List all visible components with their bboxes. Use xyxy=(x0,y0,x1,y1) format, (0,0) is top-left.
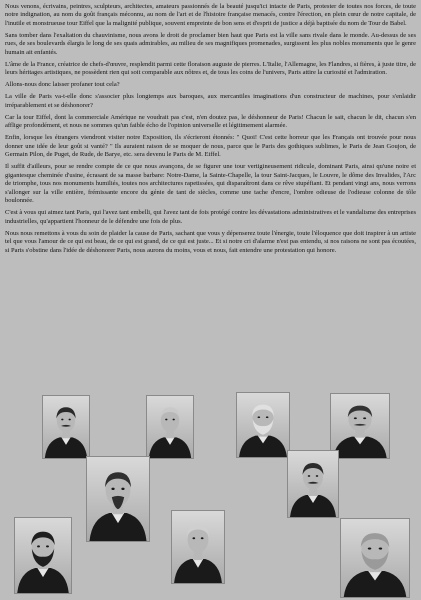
portrait-shape xyxy=(266,416,269,418)
portrait-shape xyxy=(192,537,195,539)
portrait-3 xyxy=(236,392,290,458)
paragraph: Nous venons, écrivains, peintres, sculpteurs, architectes, amateurs passionnés de la beauté jusqu'ici intacte de Paris, protester de toutes nos forces, de toute notre indignation, au nom du goût français méconnu, au nom de l'art et de l'histoire française menacés, contre l'érection, en plein cœur de notre capitale, de l'inutile et monstrueuse tour Eiffel que la malignité publique, souvent empreinte de bon sens et d'esprit de justice a déjà baptisée du nom de Tour de Babel. xyxy=(5,3,416,27)
portrait-8 xyxy=(171,510,225,584)
portrait-shape xyxy=(111,488,114,490)
portrait-drawing xyxy=(341,519,409,597)
portrait-shape xyxy=(61,419,63,421)
portrait-shape xyxy=(165,419,167,421)
portrait-shape xyxy=(316,475,319,477)
portrait-drawing xyxy=(237,393,289,457)
paragraph: Il suffit d'ailleurs, pour se rendre compte de ce que nous avançons, de se figurer une tour vertigineusement ridicule, dominant Paris, ainsi qu'une noire et gigantesque cheminée d'usine, écrasant de sa masse barbare: Notre-Dame, la Sainte-Chapelle, la tour Saint-Jacques, le Louvre, le dôme des Invalides, l'Arc de triomphe, tous nos monuments humiliés, toutes nos architectures rapetissées, qui disparaîtront dans ce rêve stupéfiant. Et pendant vingt ans, nous verrons s'allonger sur la ville entière, frémissante encore du génie de tant de siècles, comme une tache d'encre, l'ombre odieuse de l'odieuse colonne de tôle boulonnée. xyxy=(5,163,416,205)
portrait-9 xyxy=(340,518,410,598)
portrait-shape xyxy=(379,547,383,549)
portrait-shape xyxy=(37,545,40,547)
portrait-drawing xyxy=(87,457,149,541)
portrait-2 xyxy=(146,395,194,459)
paragraph: Nous nous remettons à vous du soin de plaider la cause de Paris, sachant que vous y dépenserez toute l'énergie, toute l'éloquence que doit inspirer à un artiste tel que vous l'amour de ce qui est beau, de ce qui est grand, de ce qui est juste... Et si notre cri d'alarme n'est pas entendu, si nos raisons ne sont pas écoutées, si Paris s'obstine dans l'idée de déshonorer Paris, nous aurons du moins, vous et nous, fait entendre une protestation qui honore. xyxy=(5,229,416,254)
portrait-drawing xyxy=(15,518,71,593)
portrait-shape xyxy=(121,488,124,490)
portrait-7 xyxy=(14,517,72,594)
portrait-6 xyxy=(287,450,339,518)
portrait-shape xyxy=(368,547,372,549)
paragraph: C'est à vous qui aimez tant Paris, qui l'avez tant embelli, qui l'avez tant de fois protégé contre les dévastations administratives et le vandalisme des entreprises industrielles, qu'appartient l'honneur de le défendre une fois de plus. xyxy=(5,209,416,225)
paragraph: La ville de Paris va-t-elle donc s'associer plus longtemps aux baroques, aux mercantiles imaginations d'un constructeur de machines, pour s'enlaidir irréparablement et se déshonorer? xyxy=(5,93,416,109)
portrait-drawing xyxy=(43,396,89,458)
portrait-shape xyxy=(354,417,357,419)
portrait-drawing xyxy=(172,511,224,583)
portrait-shape xyxy=(308,475,311,477)
protest-letter xyxy=(5,3,416,259)
portrait-shape xyxy=(172,419,174,421)
paragraph: L'âme de la France, créatrice de chefs-d'œuvre, resplendit parmi cette floraison auguste de pierres. L'Italie, l'Allemagne, les Flandres, si fières, à juste titre, de leurs héritages artistiques, ne possèdent rien qui soit comparable aux nôtres et, de tous les coins de l'univers, Paris attire la curiosité et l'admiration. xyxy=(5,60,416,77)
portrait-5 xyxy=(86,456,150,542)
portrait-4 xyxy=(330,393,390,459)
portrait-shape xyxy=(257,416,260,418)
paragraph: Enfin, lorsque les étrangers viendront visiter notre Exposition, ils s'écrieront étonnés: " Quoi! C'est cette horreur que les Français ont trouvée pour nous donner une idée de leur goût si vanté? " Ils auraient raison de se moquer de nous, parce que le Paris des gothiques sublimes, le Paris de Jean Goujon, de Germain Pilon, de Puget, de Rude, de Barye, etc. sera devenu le Paris de M. Eiffel. xyxy=(5,134,416,159)
paragraph: Sans tomber dans l'exaltation du chauvinisme, nous avons le droit de proclamer bien haut que Paris est la ville sans rivale dans le monde. Au-dessus de ses rues, de ses boulevards élargis le long de ses quais admirables, au milieu de ses magnifiques promenades, surgissent les plus nobles monuments que le genre humain ait enfantés. xyxy=(5,31,416,56)
portrait-shape xyxy=(68,419,70,421)
portrait-shape xyxy=(363,417,366,419)
portrait-shape xyxy=(46,545,49,547)
paragraph: Allons-nous donc laisser profaner tout cela? xyxy=(5,81,120,89)
paragraph: Car la tour Eiffel, dont la commerciale Amérique ne voudrait pas c'est, n'en doutez pas, le déshonneur de Paris! Chacun le sait, chacun le dit, chacun s'en afflige profondément, et nous ne sommes qu'un faible écho de l'opinion universelle et légitimement alarmée. xyxy=(5,113,416,130)
portrait-drawing xyxy=(288,451,338,517)
portrait-shape xyxy=(201,537,204,539)
portrait-drawing xyxy=(147,396,193,458)
portrait-1 xyxy=(42,395,90,459)
portrait-drawing xyxy=(331,394,389,458)
